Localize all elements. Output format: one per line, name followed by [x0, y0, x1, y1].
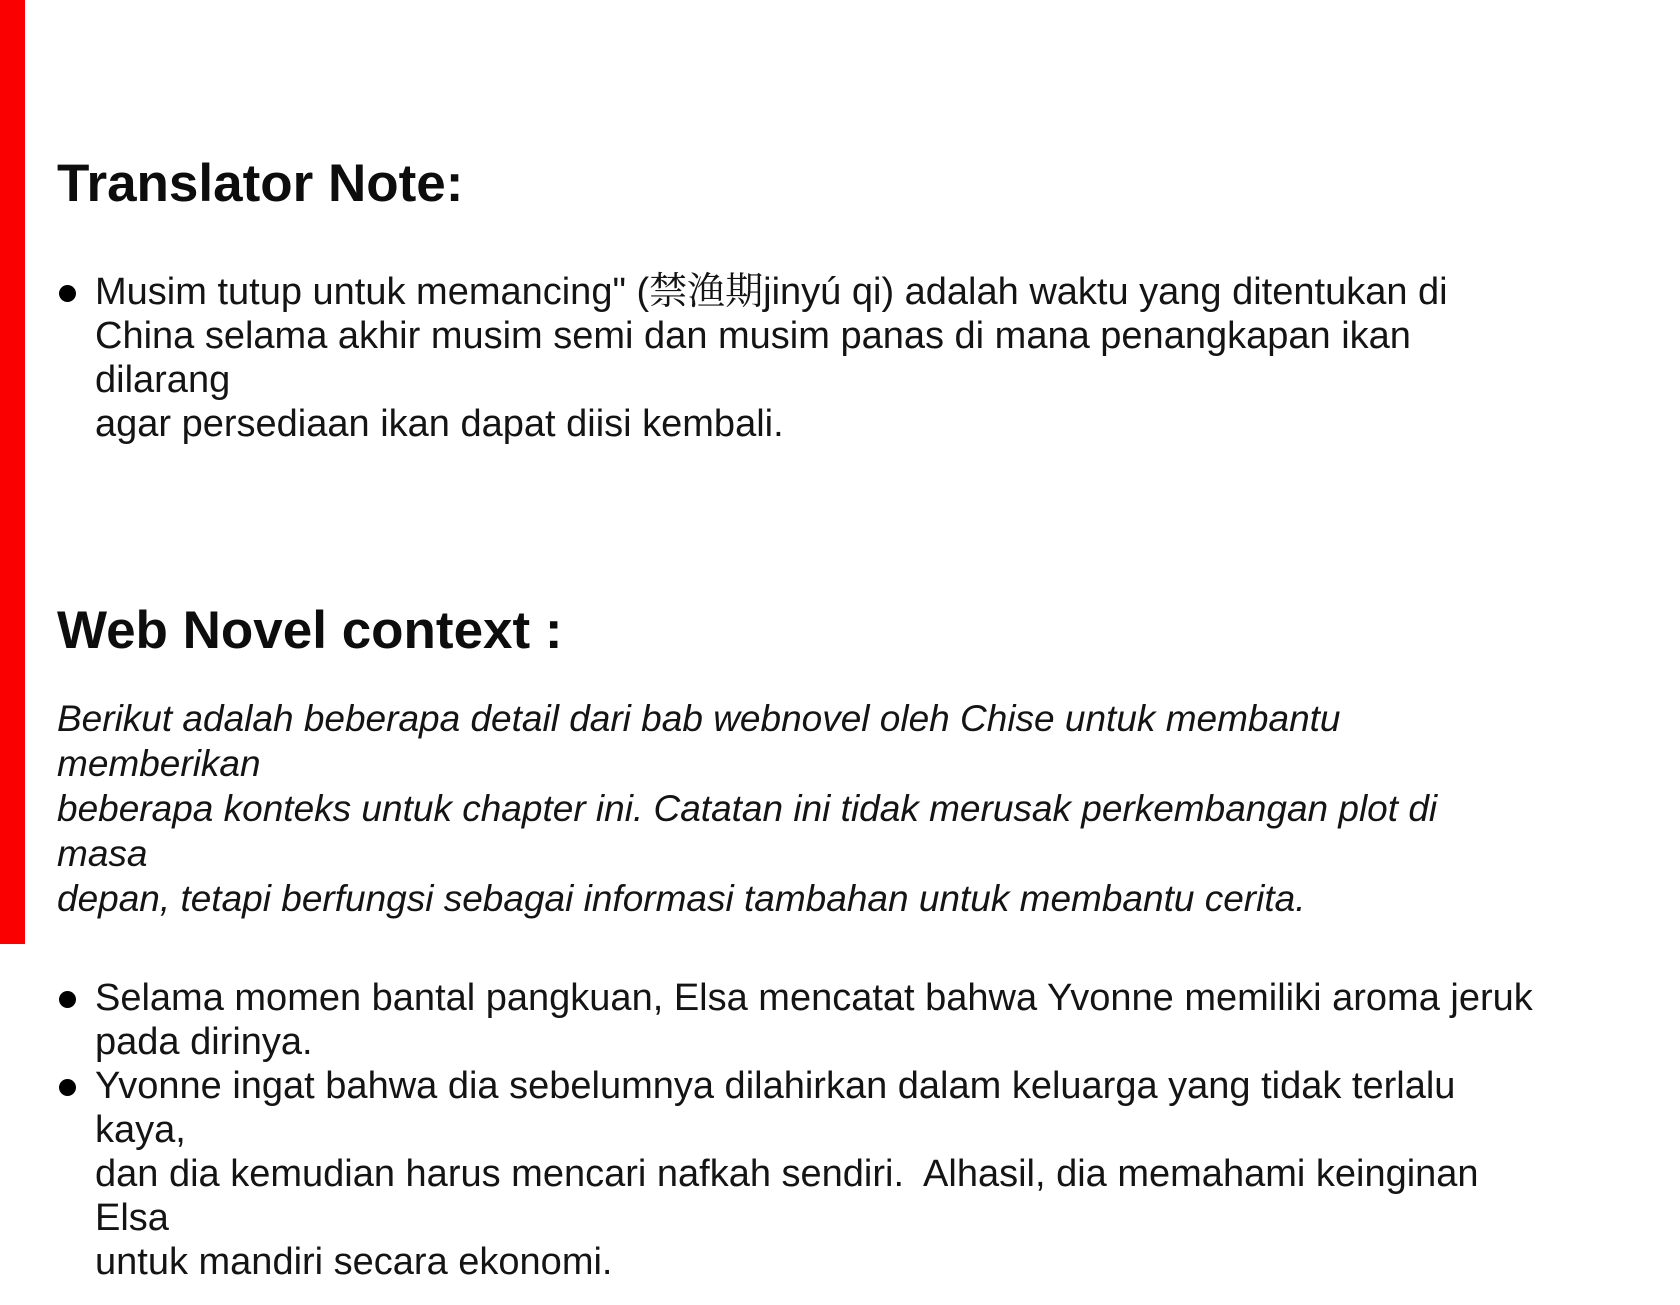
bullet-text — [95, 270, 1537, 446]
translator-note-heading: Translator Note: — [57, 154, 464, 213]
bullet-line: Musim tutup untuk memancing" (禁渔期jinyú qi) adalah waktu yang ditentukan di — [95, 271, 1448, 313]
web-novel-context-heading: Web Novel context : — [57, 601, 563, 660]
bullet-line: pada dirinya. — [95, 1021, 313, 1063]
translator-note-list — [57, 270, 1537, 446]
intro-line: beberapa konteks untuk chapter ini. Catatan ini tidak merusak perkembangan plot di masa — [57, 788, 1448, 874]
page-content — [57, 0, 1537, 1284]
bullet-dot-icon — [59, 991, 76, 1008]
bullet-line: Yvonne ingat bahwa dia sebelumnya dilahirkan dalam keluarga yang tidak terlalu kaya, — [95, 1065, 1466, 1151]
list-item — [57, 1064, 1537, 1284]
bullet-dot-icon — [59, 1079, 76, 1096]
bullet-text — [95, 976, 1537, 1064]
web-novel-context-list — [57, 976, 1537, 1284]
left-edge-red-strip — [0, 0, 25, 944]
bullet-dot-icon — [59, 285, 76, 302]
bullet-line: dan dia kemudian harus mencari nafkah sendiri. Alhasil, dia memahami keinginan Elsa — [95, 1153, 1490, 1239]
intro-line: depan, tetapi berfungsi sebagai informasi tambahan untuk membantu cerita. — [57, 878, 1306, 919]
bullet-line: agar persediaan ikan dapat diisi kembali. — [95, 403, 784, 445]
bullet-line: untuk mandiri secara ekonomi. — [95, 1241, 613, 1283]
intro-line: Berikut adalah beberapa detail dari bab webnovel oleh Chise untuk membantu memberikan — [57, 698, 1351, 784]
bullet-text — [95, 1064, 1537, 1284]
bullet-line: China selama akhir musim semi dan musim panas di mana penangkapan ikan dilarang — [95, 315, 1422, 401]
list-item — [57, 976, 1537, 1064]
web-novel-context-intro — [57, 696, 1537, 921]
list-item — [57, 270, 1537, 446]
bullet-line: Selama momen bantal pangkuan, Elsa mencatat bahwa Yvonne memiliki aroma jeruk — [95, 977, 1533, 1019]
